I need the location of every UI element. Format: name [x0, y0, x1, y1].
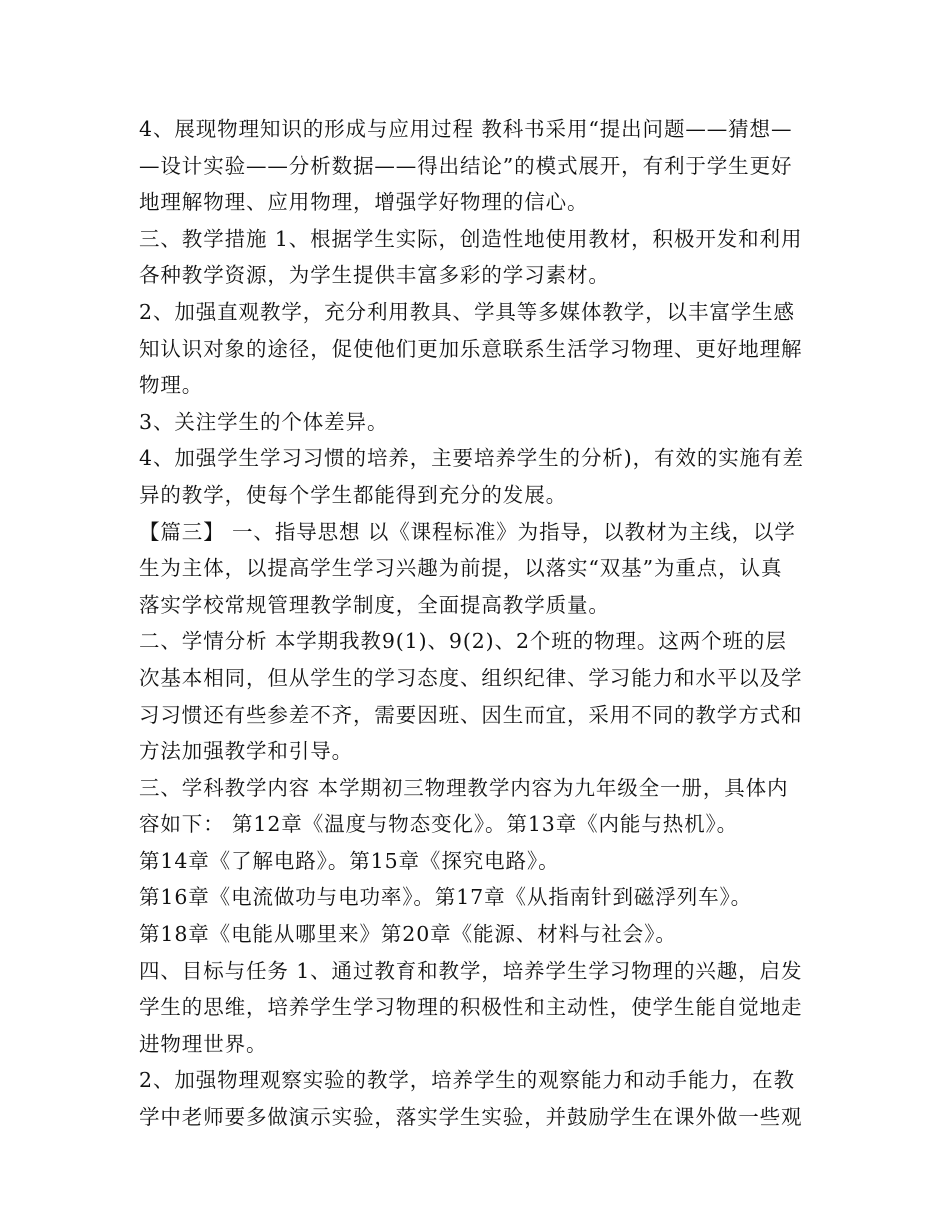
text-line: 物理。 — [139, 373, 204, 398]
text-line: 容如下： 第12章《温度与物态变化》。第13章《内能与热机》。 — [139, 812, 739, 837]
text-line: 第16章《电流做功与电功率》。第17章《从指南针到磁浮列车》。 — [139, 885, 753, 910]
text-line: 次基本相同，但从学生的学习态度、组织纪律、学习能力和水平以及学 — [139, 665, 803, 690]
text-line: 第18章《电能从哪里来》第20章《能源、材料与社会》。 — [139, 922, 677, 947]
document-body — [139, 111, 819, 1136]
text-line: 第14章《了解电路》。第15章《探究电路》。 — [139, 848, 560, 873]
text-line: 2、加强直观教学，充分利用教具、学具等多媒体教学，以丰富学生感 — [139, 299, 795, 324]
text-line: 异的教学，使每个学生都能得到充分的发展。 — [139, 482, 567, 507]
text-line: 四、目标与任务 1、通过教育和教学，培养学生学习物理的兴趣，启发 — [139, 958, 803, 983]
text-line: 学生的思维，培养学生学习物理的积极性和主动性，使学生能自觉地走 — [139, 995, 803, 1020]
text-line: 学中老师要多做演示实验，落实学生实验，并鼓励学生在课外做一些观 — [139, 1105, 803, 1130]
text-line: —设计实验——分析数据——得出结论”的模式展开，有利于学生更好 — [139, 153, 793, 178]
text-line: 二、学情分析 本学期我教9(1)、9(2)、2个班的物理。这两个班的层 — [139, 629, 787, 654]
text-line: 3、关注学生的个体差异。 — [139, 409, 389, 434]
text-line: 2、加强物理观察实验的教学，培养学生的观察能力和动手能力，在教 — [139, 1068, 795, 1093]
text-line: 4、加强学生学习习惯的培养，主要培养学生的分析)，有效的实施有差 — [139, 446, 804, 471]
text-line: 进物理世界。 — [139, 1031, 268, 1056]
text-line: 4、展现物理知识的形成与应用过程 教科书采用“提出问题——猜想— — [139, 117, 793, 141]
text-line: 各种教学资源，为学生提供丰富多彩的学习素材。 — [139, 263, 610, 288]
text-line: 三、学科教学内容 本学期初三物理教学内容为九年级全一册，具体内 — [139, 775, 789, 800]
text-line: 习习惯还有些参差不齐，需要因班、因生而宜，采用不同的教学方式和 — [139, 702, 803, 727]
text-line: 地理解物理、应用物理，增强学好物理的信心。 — [139, 190, 589, 215]
text-line: 三、教学措施 1、根据学生实际，创造性地使用教材，积极开发和利用 — [139, 226, 803, 251]
text-line: 【篇三】 一、指导思想 以《课程标准》为指导，以教材为主线，以学 — [139, 519, 796, 544]
text-line: 生为主体，以提高学生学习兴趣为前提，以落实“双基”为重点，认真 — [139, 556, 783, 581]
text-line: 方法加强教学和引导。 — [139, 739, 353, 764]
text-line: 落实学校常规管理教学制度，全面提高教学质量。 — [139, 592, 610, 617]
text-line: 知认识对象的途径，促使他们更加乐意联系生活学习物理、更好地理解 — [139, 336, 803, 361]
